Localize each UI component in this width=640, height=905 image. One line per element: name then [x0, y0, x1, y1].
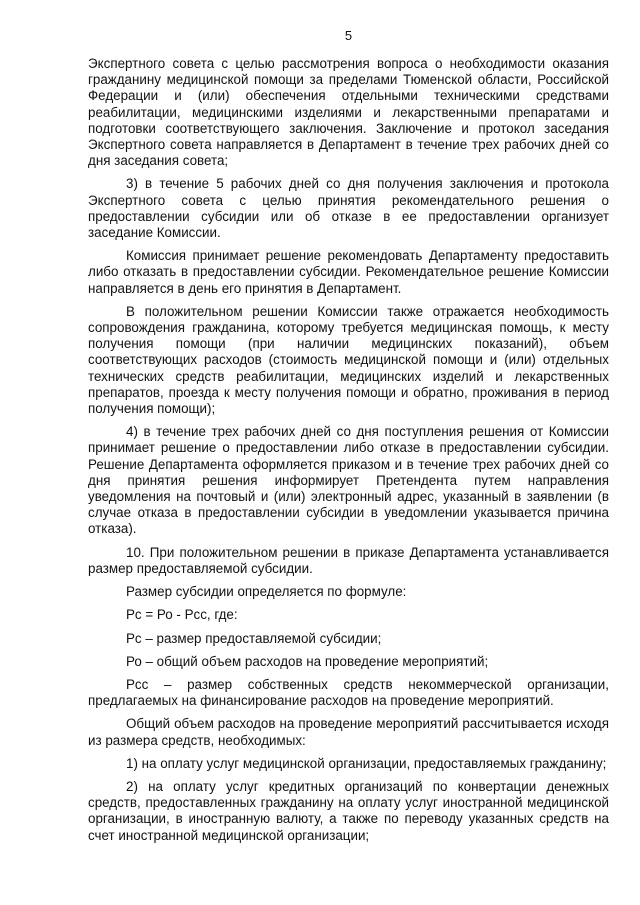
paragraph-item-10: 10. При положительном решении в приказе Департамента устанавливается размер предоставляемой субсидии.: [88, 544, 609, 576]
paragraph-formula-rs: Рс – размер предоставляемой субсидии;: [126, 630, 382, 646]
paragraph-item-3: 3) в течение 5 рабочих дней со дня получения заключения и протокола Экспертного совета с целью принятия рекомендательного решения о предоставлении субсидии или об отказе в ее предоставлении организует заседание Комиссии.: [88, 176, 609, 241]
document-page: [88, 28, 609, 851]
paragraph-expense-1: 1) на оплату услуг медицинской организации, предоставляемых гражданину;: [126, 755, 607, 771]
paragraph-expense-2: 2) на оплату услуг кредитных организаций по конвертации денежных средств, предоставленных гражданину на оплату услуг иностранной медицинской организации, в иностранную валюту, а также по переводу указанных средств на счет иностранной медицинской организации;: [88, 778, 609, 843]
paragraph-expert-council: Экспертного совета с целью рассмотрения вопроса о необходимости оказания гражданину медицинской помощи за пределами Тюменской области, Российской Федерации и (или) обеспечения отдельными техническими средствами реабилитации, медицинскими изделиями и лекарственными препаратами и подготовки соответствующего заключения. Заключение и протокол заседания Экспертного совета направляется в Департамент в течение трех рабочих дней со дня заседания совета;: [88, 56, 609, 169]
paragraph-formula-intro: Размер субсидии определяется по формуле:: [126, 584, 407, 600]
paragraph-item-4: 4) в течение трех рабочих дней со дня поступления решения от Комиссии принимает решение о предоставлении либо отказе в предоставлении субсидии. Решение Департамента оформляется приказом и в течение трех рабочих дней со дня принятия решения информирует Претендента путем направления уведомления на почтовый и (или) электронный адрес, указанный в заявлении (в случае отказа в предоставлении субсидии в уведомлении указывается причина отказа).: [88, 424, 609, 537]
page-number: 5: [344, 28, 353, 43]
paragraph-positive-decision: В положительном решении Комиссии также отражается необходимость сопровождения гражданина, которому требуется медицинская помощь, к месту получения помощи (при наличии медицинских показаний), объем соответствующих расходов (стоимость медицинской помощи и (или) отдельных технических средств реабилитации, медицинских изделий и лекарственных препаратов, проезда к месту получения помощи и обратно, проживания в период получения помощи);: [88, 303, 609, 417]
paragraph-total-expenses: Общий объем расходов на проведение мероприятий рассчитывается исходя из размера средств, необходимых:: [88, 716, 609, 748]
paragraph-formula-rss: Рсс – размер собственных средств некоммерческой организации, предлагаемых на финансирование расходов на проведение мероприятий.: [88, 676, 609, 709]
paragraph-formula-ro: Ро – общий объем расходов на проведение мероприятий;: [126, 653, 489, 669]
paragraph-commission-decision: Комиссия принимает решение рекомендовать Департаменту предоставить либо отказать в предоставлении субсидии. Рекомендательное решение Комиссии направляется в день его принятия в Департамент.: [88, 248, 609, 296]
paragraph-formula: Рс = Ро - Рсс, где:: [126, 607, 238, 623]
